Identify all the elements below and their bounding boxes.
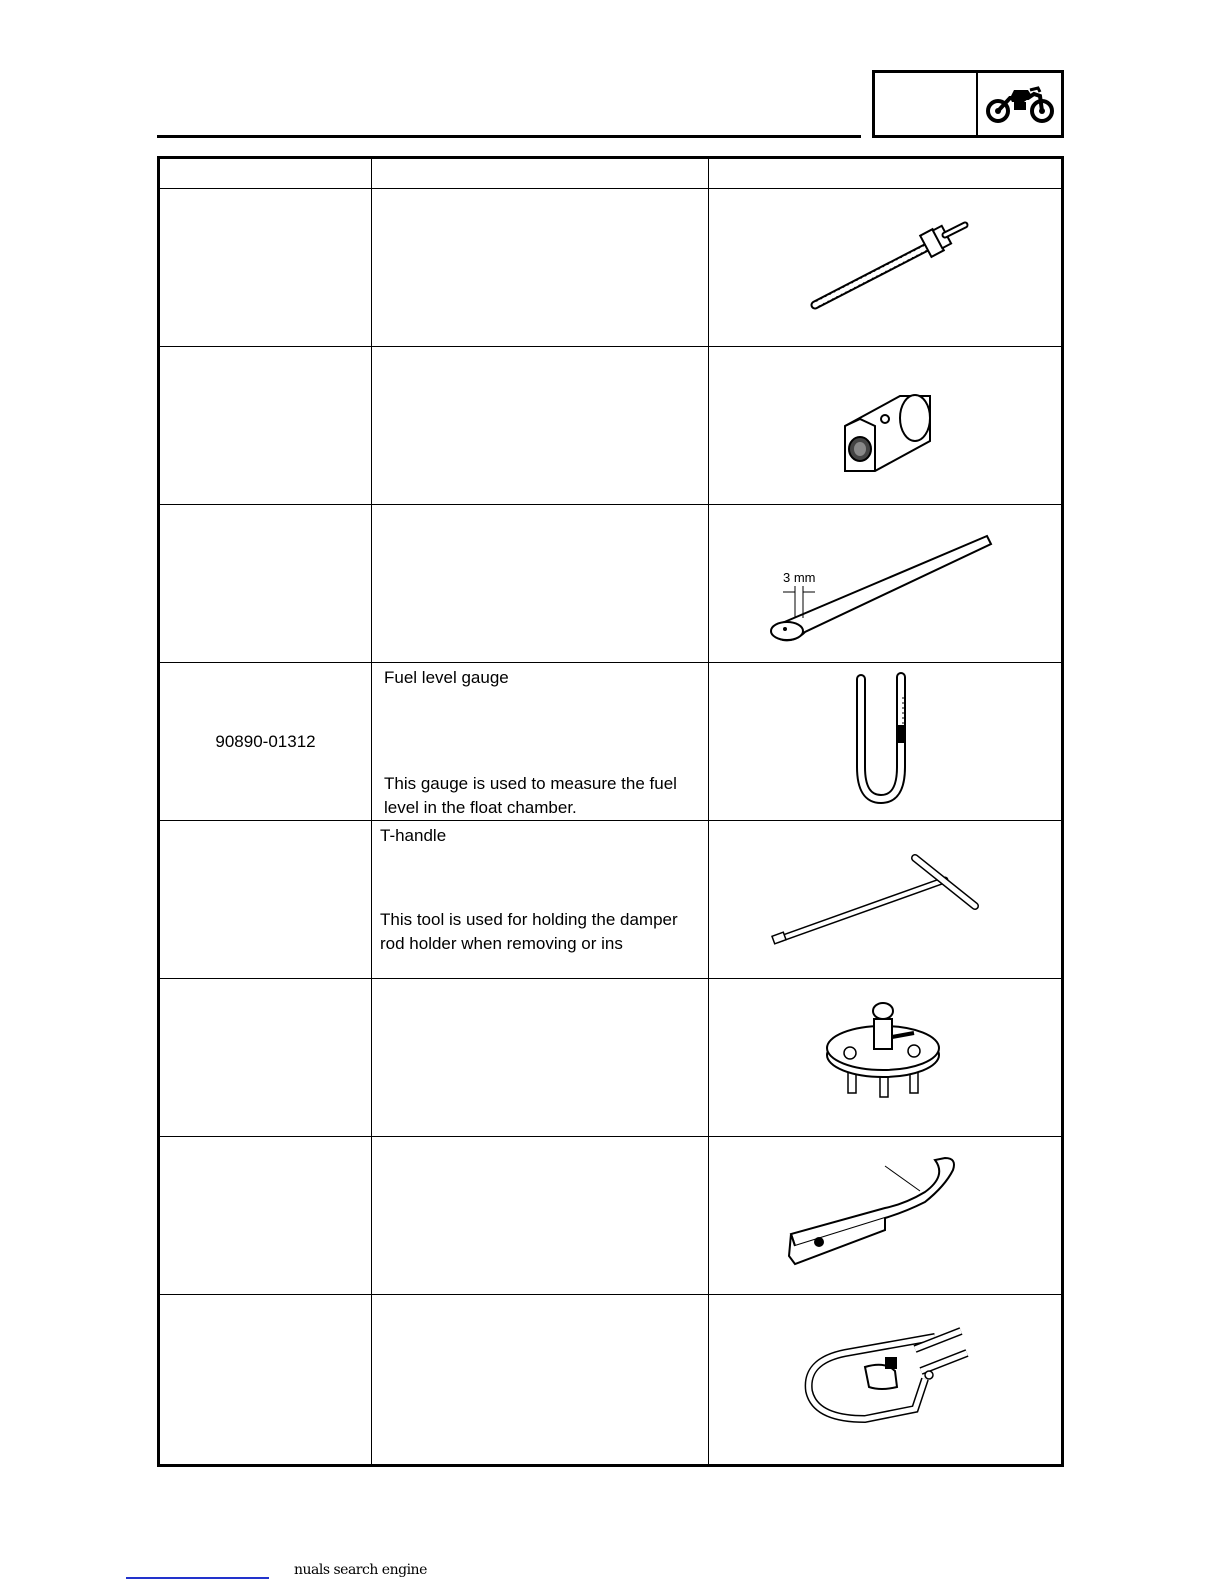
hook-spanner-icon bbox=[775, 1146, 995, 1286]
table-row bbox=[160, 504, 1061, 664]
tool-name: Fuel level gauge bbox=[384, 668, 509, 687]
threaded-rod-tool-icon bbox=[785, 213, 985, 323]
tool-info-cell bbox=[372, 662, 712, 822]
illustration-cell bbox=[709, 820, 1061, 980]
tool-info-cell bbox=[372, 188, 712, 348]
illustration-cell bbox=[709, 1136, 1061, 1296]
header-box bbox=[872, 70, 1064, 138]
t-handle-icon bbox=[765, 840, 1005, 960]
part-number-cell bbox=[160, 662, 371, 822]
part-number-cell bbox=[160, 1294, 371, 1454]
illustration-cell bbox=[709, 662, 1061, 822]
motorcycle-icon bbox=[984, 84, 1056, 124]
table-row bbox=[160, 346, 1061, 506]
flat-bar-wrench-icon bbox=[755, 514, 1015, 654]
tool-info-cell bbox=[372, 346, 712, 506]
part-number-cell bbox=[160, 1136, 371, 1296]
part-number-cell bbox=[160, 978, 371, 1138]
illustration-cell bbox=[709, 504, 1061, 664]
cylindrical-adapter-icon bbox=[805, 371, 965, 481]
table-row bbox=[160, 978, 1061, 1138]
section-code-cell bbox=[875, 73, 978, 135]
section-icon-cell bbox=[978, 73, 1061, 135]
table-header-row bbox=[160, 159, 1061, 190]
dimension-label: 3 mm bbox=[783, 570, 816, 585]
tool-description: This gauge is used to measure the fuel level in the float chamber. bbox=[384, 774, 677, 817]
tool-info-cell bbox=[372, 1294, 712, 1454]
loop-holder-icon bbox=[785, 1309, 985, 1439]
table-row bbox=[160, 188, 1061, 348]
part-number-cell bbox=[160, 346, 371, 506]
part-number-cell bbox=[160, 188, 371, 348]
illustration-cell bbox=[709, 188, 1061, 348]
tool-info-cell bbox=[372, 1136, 712, 1296]
disc-puller-icon bbox=[810, 993, 960, 1123]
part-number: 90890-01312 bbox=[215, 732, 316, 751]
tool-info-cell bbox=[372, 504, 712, 664]
tool-info-cell bbox=[372, 978, 712, 1138]
table-row bbox=[160, 820, 1061, 980]
tool-name: T-handle bbox=[380, 826, 447, 845]
illustration-cell bbox=[709, 1294, 1061, 1454]
footer-text: nuals search engine bbox=[294, 1562, 427, 1578]
u-tube-gauge-icon bbox=[825, 667, 945, 817]
footer-link-underline[interactable] bbox=[126, 1577, 269, 1579]
table-row bbox=[160, 662, 1061, 822]
tool-description: This tool is used for holding the damper rod holder when removing or ins bbox=[380, 910, 678, 953]
illustration-cell bbox=[709, 978, 1061, 1138]
part-number-cell bbox=[160, 504, 371, 664]
tool-info-cell bbox=[372, 820, 712, 980]
part-number-cell bbox=[160, 820, 371, 980]
special-tools-table bbox=[157, 156, 1064, 1467]
table-row bbox=[160, 1294, 1061, 1454]
table-row bbox=[160, 1136, 1061, 1296]
illustration-cell bbox=[709, 346, 1061, 506]
header-rule bbox=[157, 135, 861, 138]
